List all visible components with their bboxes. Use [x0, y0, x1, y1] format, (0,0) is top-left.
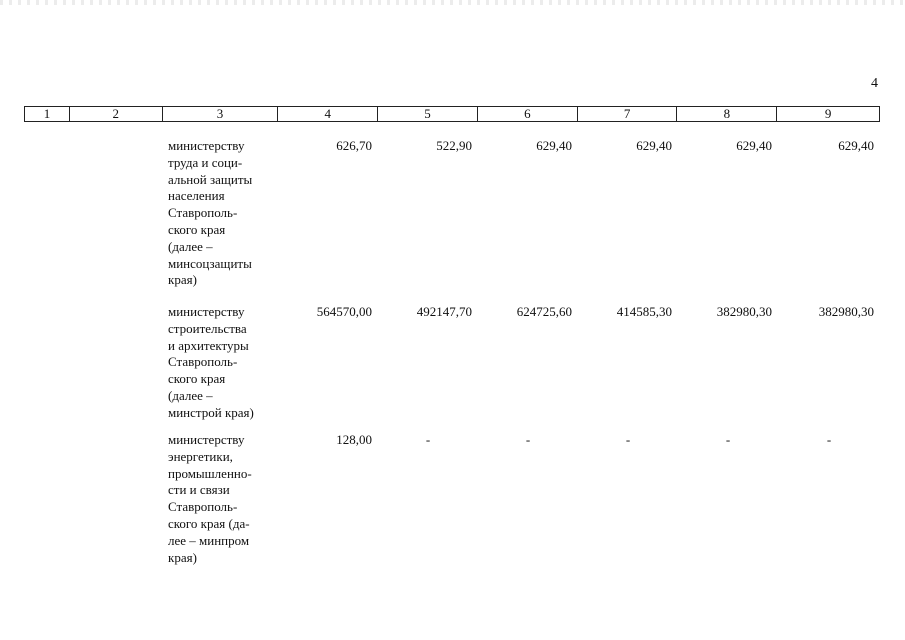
value-col-5: 522,90	[436, 138, 472, 153]
value-col-8: -	[725, 432, 731, 447]
value-col-6: 624725,60	[516, 304, 572, 319]
table-row	[24, 138, 880, 304]
recipient-name-line: края)	[168, 549, 197, 565]
value-col-4: 626,70	[336, 138, 372, 153]
row-cell-1	[24, 432, 69, 572]
value-col-6: -	[525, 432, 531, 447]
recipient-name-line: лее – минпром	[168, 532, 250, 548]
scan-artifact	[0, 0, 905, 5]
recipient-name	[162, 432, 278, 572]
value-col-8: 382980,30	[716, 304, 772, 319]
value-col-9: -	[826, 432, 832, 447]
recipient-name-line: сти и связи	[168, 482, 230, 498]
recipient-name-line: труда и соци-	[168, 154, 243, 170]
value-col-6: 629,40	[536, 138, 572, 153]
column-number-7: 7	[578, 107, 678, 121]
value-col-9: 382980,30	[818, 304, 874, 319]
table-body	[24, 138, 880, 572]
recipient-name-line: (далее –	[168, 238, 213, 254]
recipient-name-line: минстрой края)	[168, 404, 254, 420]
recipient-name-line: министерству	[168, 432, 245, 447]
value-col-8: 629,40	[736, 138, 772, 153]
recipient-name-line: альной защиты	[168, 171, 253, 187]
row-cell-2	[69, 432, 162, 572]
row-cell-2	[69, 138, 162, 304]
column-number-6: 6	[478, 107, 578, 121]
recipient-name	[162, 138, 278, 304]
recipient-name-line: энергетики,	[168, 448, 233, 464]
recipient-name-line: населения	[168, 188, 225, 204]
recipient-name-line: ского края (да-	[168, 515, 250, 531]
column-number-4: 4	[278, 107, 378, 121]
value-col-5: 492147,70	[416, 304, 472, 319]
table-row	[24, 304, 880, 432]
recipient-name-line: минсоцзащиты	[168, 255, 252, 271]
recipient-name-line: и архитектуры	[168, 337, 249, 353]
table-row	[24, 432, 880, 572]
column-number-5: 5	[378, 107, 478, 121]
recipient-name-line: (далее –	[168, 387, 213, 403]
page-number: 4	[871, 76, 878, 91]
row-cell-1	[24, 304, 69, 432]
recipient-name-line: ского края	[168, 371, 226, 387]
recipient-name	[162, 304, 278, 432]
row-cell-2	[69, 304, 162, 432]
column-number-2: 2	[70, 107, 163, 121]
recipient-name-line: Ставрополь-	[168, 205, 238, 221]
recipient-name-line: строительства	[168, 320, 247, 336]
recipient-name-line: министерству	[168, 138, 245, 153]
recipient-name-line: промышленно-	[168, 465, 252, 481]
recipient-name-line: Ставрополь-	[168, 499, 238, 515]
column-number-8: 8	[677, 107, 777, 121]
recipient-name-line: Ставрополь-	[168, 354, 238, 370]
value-col-5: -	[425, 432, 431, 447]
value-col-7: 414585,30	[616, 304, 672, 319]
row-cell-1	[24, 138, 69, 304]
value-col-7: -	[625, 432, 631, 447]
value-col-4: 564570,00	[316, 304, 372, 319]
value-col-7: 629,40	[636, 138, 672, 153]
recipient-name-line: министерству	[168, 304, 245, 319]
value-col-9: 629,40	[838, 138, 874, 153]
table-header-row	[24, 106, 880, 122]
column-number-3: 3	[163, 107, 279, 121]
value-col-4: 128,00	[336, 432, 372, 447]
recipient-name-line: края)	[168, 272, 197, 288]
recipient-name-line: ского края	[168, 221, 226, 237]
column-number-1: 1	[25, 107, 70, 121]
column-number-9: 9	[824, 106, 832, 121]
